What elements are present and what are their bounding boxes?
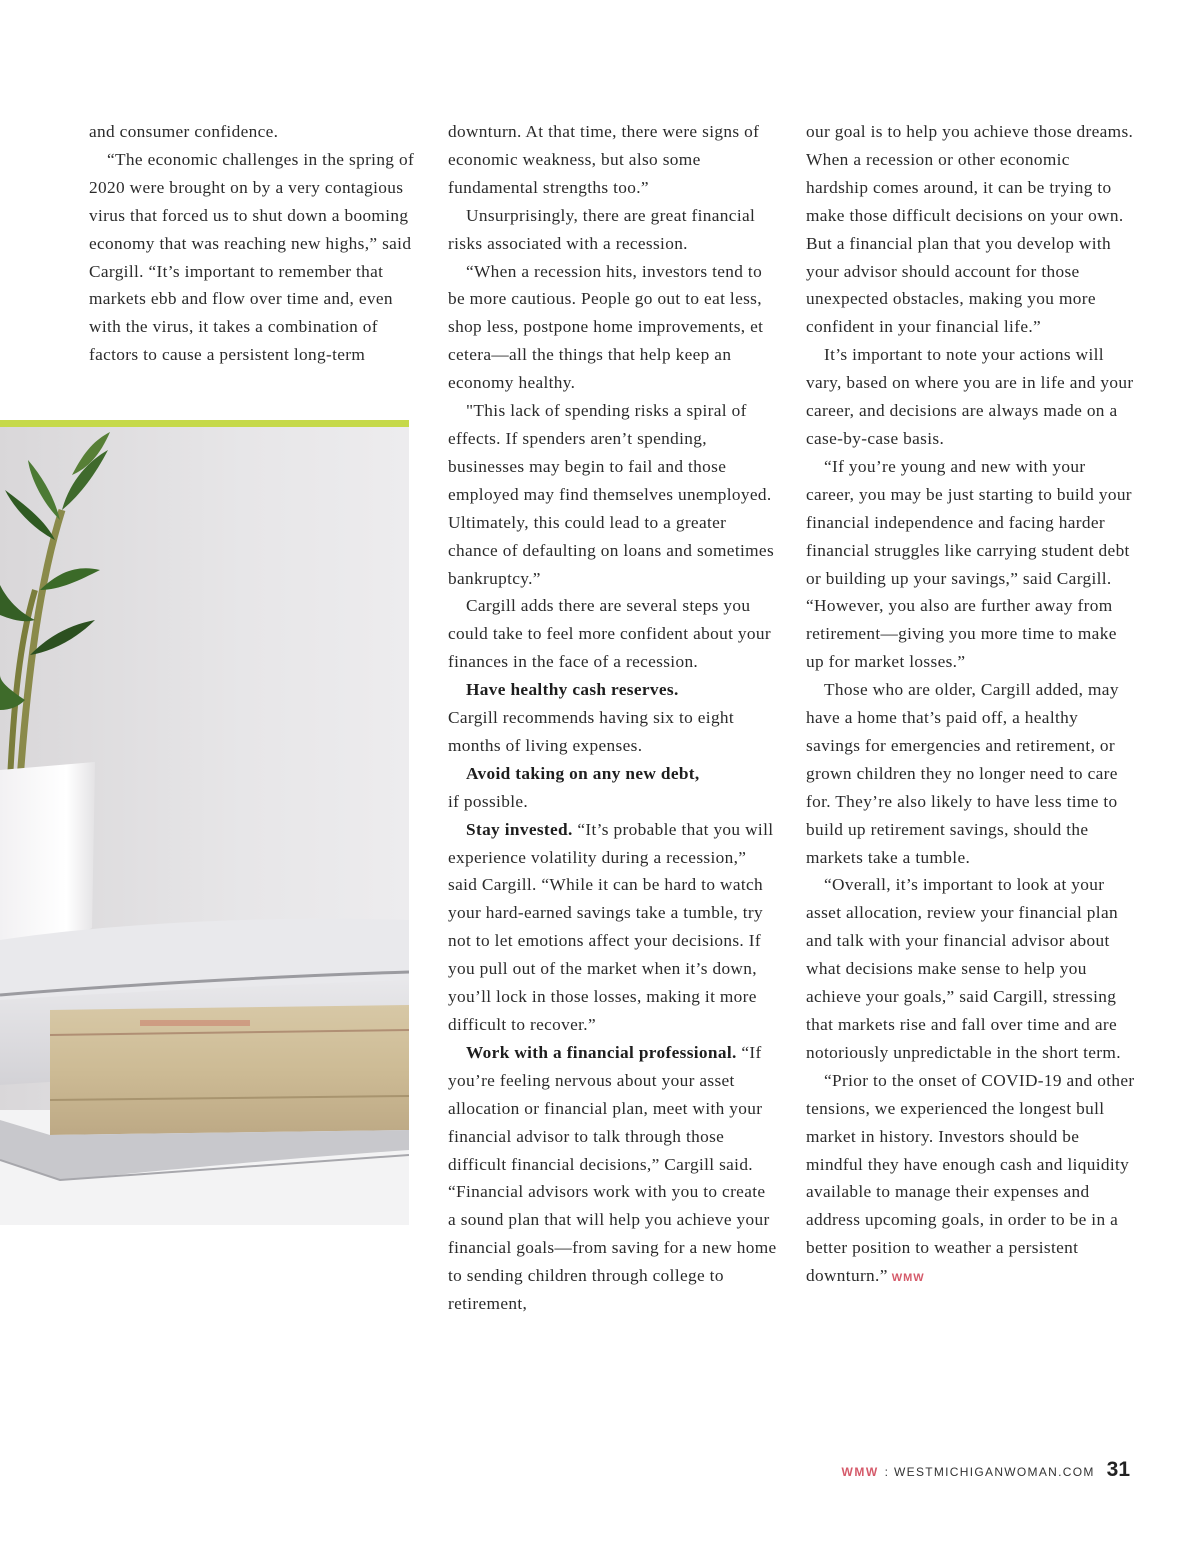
paragraph: Unsurprisingly, there are great financial risks associated with a recession. [448, 205, 756, 253]
page-number: 31 [1106, 1458, 1130, 1481]
paragraph: and consumer confidence. [89, 122, 279, 141]
paragraph-final [806, 1067, 1136, 1293]
tip-work-text: “If you’re feeling nervous about your asset allocation or financial plan, meet with your financial advisor to talk through those difficult financial decisions,” Cargill said. “Financial advisors work with you to create a sound plan that will help you achieve your financial goals—from saving for a new home to sending children through college to retirement, [448, 1042, 777, 1314]
footer-website: WESTMICHIGANWOMAN.COM [894, 1465, 1095, 1479]
tip-invest-bold: Stay invested. [466, 819, 573, 839]
paragraph: It’s important to note your actions will vary, based on where you are in life and your career, and decisions are always made on a case-by-case basis. [806, 345, 1134, 448]
article-column-3 [806, 118, 1136, 1293]
tip-cash-heading [448, 676, 778, 704]
tip-invest [448, 816, 778, 1039]
paragraph: downturn. At that time, there were signs of economic weakness, but also some fundamental strengths too.” [448, 122, 760, 197]
footer-brand: WMW [841, 1465, 879, 1479]
paragraph: Those who are older, Cargill added, may have a home that’s paid off, a healthy savings for emergencies and retirement, or grown children they no longer need to care for. They’re also likely to have less time to build up retirement savings, should the markets take a tumble. [806, 680, 1119, 867]
article-column-1 [89, 118, 419, 369]
tip-invest-text: “It’s probable that you will experience volatility during a recession,” said Cargill. “While it can be hard to watch your hard-earned savings take a tumble, try not to let emotions affect your decisions. If you pull out of the market when it’s down, you’ll lock in those losses, making it more difficult to recover.” [448, 819, 774, 1034]
tip-debt-heading [448, 760, 778, 788]
footer-separator: : [884, 1465, 889, 1479]
tip-work-bold: Work with a financial professional. [466, 1042, 737, 1062]
plant-and-books-photo [0, 420, 409, 1225]
paragraph: our goal is to help you achieve those dreams. When a recession or other economic hardship comes around, it can be trying to make those difficult decisions on your own. But a financial plan that you develop with your advisor should account for those unexpected obstacles, making you more confident in your financial life.” [806, 122, 1134, 337]
article-column-2 [448, 118, 778, 1318]
tip-debt-text: if possible. [448, 791, 529, 811]
paragraph: “The economic challenges in the spring of 2020 were brought on by a very contagious virus that forced us to shut down a booming economy that was reaching new highs,” said Cargill. “It’s important to remember that markets ebb and flow over time and, even with the virus, it takes a combination of factors to cause a persistent long-term [89, 149, 415, 365]
paragraph: “If you’re young and new with your career, you may be just starting to build your financial independence and facing harder financial struggles like carrying student debt or building up your savings,” said Cargill. “However, you also are further away from retirement—giving you more time to make up for market losses.” [806, 456, 1132, 672]
paragraph: Cargill adds there are several steps you could take to feel more confident about your finances in the face of a recession. [448, 596, 771, 672]
tip-debt-bold: Avoid taking on any new debt, [466, 763, 700, 783]
paragraph: "This lack of spending risks a spiral of effects. If spenders aren’t spending, businesses may begin to fail and those employed may find themselves unemployed. Ultimately, this could lead to a greater chance of defaulting on loans and sometimes bankruptcy.” [448, 401, 775, 588]
paragraph-final-text: “Prior to the onset of COVID-19 and other tensions, we experienced the longest bull market in history. Investors should be mindful they have enough cash and liquidity available to manage their expenses and address upcoming goals, in order to be in a better position to weather a persistent downturn.” [806, 1070, 1135, 1286]
end-mark: WMW [891, 1272, 925, 1285]
tip-work [448, 1039, 778, 1318]
paragraph: “Overall, it’s important to look at your asset allocation, review your financial plan and talk with your financial advisor about what decisions make sense to help you achieve your goals,” said Cargill, stressing that markets rise and fall over time and are notoriously unpredictable in the short term. [806, 875, 1121, 1062]
paragraph: “When a recession hits, investors tend to be more cautious. People go out to eat less, shop less, postpone home improvements, et cetera—all the things that help keep an economy healthy. [448, 261, 764, 393]
page-footer [842, 1458, 1130, 1482]
tip-cash-bold: Have healthy cash reserves. [466, 680, 679, 700]
tip-cash-text: Cargill recommends having six to eight months of living expenses. [448, 708, 735, 755]
